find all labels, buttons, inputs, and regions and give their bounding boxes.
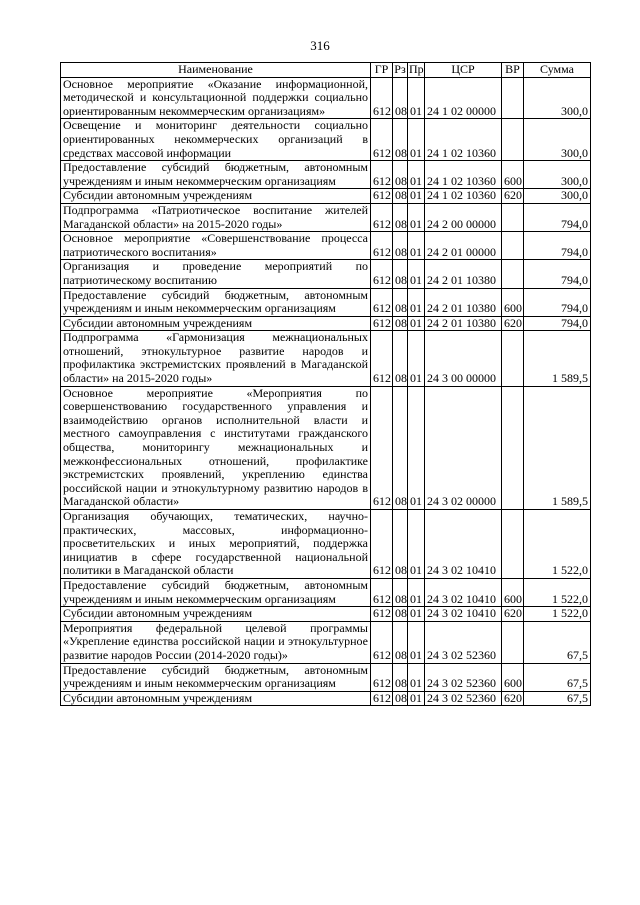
cell-pr: 01	[408, 386, 425, 509]
table-row	[61, 232, 591, 260]
table-row	[61, 691, 591, 706]
table-row	[61, 189, 591, 204]
table-row	[61, 288, 591, 316]
header-gr: ГР	[371, 63, 393, 78]
cell-csr: 24 2 01 10380	[425, 288, 502, 316]
cell-vr	[502, 510, 524, 579]
cell-rz: 08	[393, 510, 408, 579]
budget-table	[60, 62, 591, 706]
cell-gr: 612	[371, 77, 393, 119]
header-name: Наименование	[61, 63, 371, 78]
table-row	[61, 77, 591, 119]
table-row	[61, 578, 591, 606]
cell-gr: 612	[371, 161, 393, 189]
cell-gr: 612	[371, 189, 393, 204]
cell-name: Мероприятия федеральной целевой программы «Укрепление единства российской нации и этнокультурное развитие народов России (2014-2020 годы)»	[61, 621, 371, 663]
cell-vr: 620	[502, 691, 524, 706]
cell-sum: 1 522,0	[524, 607, 591, 622]
cell-name: Основное мероприятие «Совершенствование процесса патриотического воспитания»	[61, 232, 371, 260]
cell-sum: 300,0	[524, 77, 591, 119]
cell-csr: 24 3 02 10410	[425, 578, 502, 606]
cell-vr	[502, 331, 524, 386]
cell-name: Основное мероприятие «Мероприятия по совершенствованию государственного управления и взаимодействию органов исполнительной власти и местного самоуправления с институтами гражданского общества, мониторингу межнациональных и межконфессиональных отношений, профилактике экстремистских проявлений, укреплению единства российской нации и этнокультурному развитию народов в Магаданской области»	[61, 386, 371, 509]
cell-sum: 300,0	[524, 119, 591, 161]
cell-rz: 08	[393, 77, 408, 119]
cell-name: Подпрограмма «Гармонизация межнациональных отношений, этнокультурное развитие народов и профилактика экстремистских проявлений в Магаданской области» на 2015-2020 годы»	[61, 331, 371, 386]
cell-csr: 24 3 02 10410	[425, 607, 502, 622]
cell-name: Организация обучающих, тематических, научно-практических, массовых, информационно-просветительских и иных мероприятий, поддержка инициатив в сфере государственной национальной политики в Магаданской области	[61, 510, 371, 579]
cell-gr: 612	[371, 331, 393, 386]
cell-gr: 612	[371, 203, 393, 231]
cell-vr: 600	[502, 161, 524, 189]
cell-name: Предоставление субсидий бюджетным, автономным учреждениям и иным некоммерческим организациям	[61, 663, 371, 691]
cell-gr: 612	[371, 316, 393, 331]
cell-rz: 08	[393, 232, 408, 260]
cell-csr: 24 3 02 52360	[425, 621, 502, 663]
cell-csr: 24 2 00 00000	[425, 203, 502, 231]
cell-gr: 612	[371, 578, 393, 606]
cell-pr: 01	[408, 77, 425, 119]
cell-rz: 08	[393, 260, 408, 288]
cell-vr	[502, 621, 524, 663]
cell-sum: 300,0	[524, 189, 591, 204]
cell-csr: 24 3 02 52360	[425, 663, 502, 691]
cell-pr: 01	[408, 189, 425, 204]
cell-vr: 620	[502, 316, 524, 331]
cell-rz: 08	[393, 691, 408, 706]
cell-gr: 612	[371, 663, 393, 691]
cell-gr: 612	[371, 607, 393, 622]
cell-gr: 612	[371, 510, 393, 579]
cell-pr: 01	[408, 119, 425, 161]
cell-csr: 24 1 02 10360	[425, 119, 502, 161]
table-row	[61, 621, 591, 663]
cell-pr: 01	[408, 260, 425, 288]
cell-rz: 08	[393, 331, 408, 386]
cell-vr	[502, 232, 524, 260]
cell-csr: 24 1 02 10360	[425, 189, 502, 204]
table-row	[61, 331, 591, 386]
cell-gr: 612	[371, 386, 393, 509]
cell-sum: 67,5	[524, 691, 591, 706]
cell-name: Субсидии автономным учреждениям	[61, 607, 371, 622]
cell-pr: 01	[408, 663, 425, 691]
cell-rz: 08	[393, 578, 408, 606]
cell-name: Предоставление субсидий бюджетным, автономным учреждениям и иным некоммерческим организациям	[61, 161, 371, 189]
cell-csr: 24 3 02 10410	[425, 510, 502, 579]
cell-gr: 612	[371, 260, 393, 288]
cell-vr	[502, 203, 524, 231]
cell-name: Субсидии автономным учреждениям	[61, 691, 371, 706]
header-csr: ЦСР	[425, 63, 502, 78]
cell-name: Подпрограмма «Патриотическое воспитание жителей Магаданской области» на 2015-2020 годы»	[61, 203, 371, 231]
cell-gr: 612	[371, 232, 393, 260]
cell-vr	[502, 260, 524, 288]
cell-rz: 08	[393, 161, 408, 189]
cell-sum: 794,0	[524, 203, 591, 231]
cell-pr: 01	[408, 316, 425, 331]
cell-csr: 24 3 00 00000	[425, 331, 502, 386]
cell-csr: 24 1 02 00000	[425, 77, 502, 119]
cell-sum: 794,0	[524, 232, 591, 260]
cell-vr: 620	[502, 189, 524, 204]
page-number: 316	[310, 38, 330, 53]
cell-sum: 1 522,0	[524, 510, 591, 579]
table-row	[61, 119, 591, 161]
cell-rz: 08	[393, 189, 408, 204]
cell-rz: 08	[393, 607, 408, 622]
cell-vr	[502, 119, 524, 161]
cell-rz: 08	[393, 386, 408, 509]
header-sum: Сумма	[524, 63, 591, 78]
cell-sum: 1 522,0	[524, 578, 591, 606]
cell-csr: 24 3 02 00000	[425, 386, 502, 509]
cell-pr: 01	[408, 578, 425, 606]
cell-pr: 01	[408, 288, 425, 316]
cell-name: Основное мероприятие «Оказание информационной, методической и консультационной поддержки социально ориентированным некоммерческим организациям»	[61, 77, 371, 119]
cell-csr: 24 3 02 52360	[425, 691, 502, 706]
table-row	[61, 260, 591, 288]
cell-pr: 01	[408, 331, 425, 386]
cell-vr: 620	[502, 607, 524, 622]
cell-rz: 08	[393, 203, 408, 231]
cell-rz: 08	[393, 288, 408, 316]
cell-sum: 794,0	[524, 260, 591, 288]
cell-sum: 300,0	[524, 161, 591, 189]
cell-pr: 01	[408, 621, 425, 663]
cell-rz: 08	[393, 621, 408, 663]
header-rz: Рз	[394, 62, 406, 76]
cell-sum: 67,5	[524, 621, 591, 663]
cell-csr: 24 1 02 10360	[425, 161, 502, 189]
cell-vr	[502, 77, 524, 119]
cell-vr: 600	[502, 663, 524, 691]
cell-csr: 24 2 01 00000	[425, 232, 502, 260]
cell-vr	[502, 386, 524, 509]
cell-name: Освещение и мониторинг деятельности социально ориентированных некоммерческих организаций в средствах массовой информации	[61, 119, 371, 161]
cell-pr: 01	[408, 510, 425, 579]
cell-rz: 08	[393, 663, 408, 691]
table-header-row	[61, 63, 591, 78]
cell-pr: 01	[408, 607, 425, 622]
cell-name: Организация и проведение мероприятий по патриотическому воспитанию	[61, 260, 371, 288]
table-row	[61, 161, 591, 189]
cell-gr: 612	[371, 691, 393, 706]
table-row	[61, 203, 591, 231]
table-row	[61, 386, 591, 509]
cell-pr: 01	[408, 161, 425, 189]
table-row	[61, 607, 591, 622]
cell-name: Субсидии автономным учреждениям	[61, 316, 371, 331]
cell-sum: 794,0	[524, 288, 591, 316]
table-row	[61, 663, 591, 691]
cell-name: Предоставление субсидий бюджетным, автономным учреждениям и иным некоммерческим организациям	[61, 288, 371, 316]
cell-pr: 01	[408, 232, 425, 260]
cell-rz: 08	[393, 316, 408, 331]
cell-pr: 01	[408, 691, 425, 706]
cell-sum: 1 589,5	[524, 331, 591, 386]
table-row	[61, 510, 591, 579]
cell-sum: 1 589,5	[524, 386, 591, 509]
cell-csr: 24 2 01 10380	[425, 260, 502, 288]
cell-sum: 67,5	[524, 663, 591, 691]
cell-rz: 08	[393, 119, 408, 161]
cell-gr: 612	[371, 621, 393, 663]
cell-vr: 600	[502, 578, 524, 606]
cell-gr: 612	[371, 288, 393, 316]
cell-sum: 794,0	[524, 316, 591, 331]
header-pr: Пр	[409, 62, 424, 76]
cell-name: Предоставление субсидий бюджетным, автономным учреждениям и иным некоммерческим организациям	[61, 578, 371, 606]
header-vr: ВР	[502, 63, 524, 78]
cell-pr: 01	[408, 203, 425, 231]
cell-vr: 600	[502, 288, 524, 316]
cell-csr: 24 2 01 10380	[425, 316, 502, 331]
table-row	[61, 316, 591, 331]
cell-gr: 612	[371, 119, 393, 161]
cell-name: Субсидии автономным учреждениям	[61, 189, 371, 204]
